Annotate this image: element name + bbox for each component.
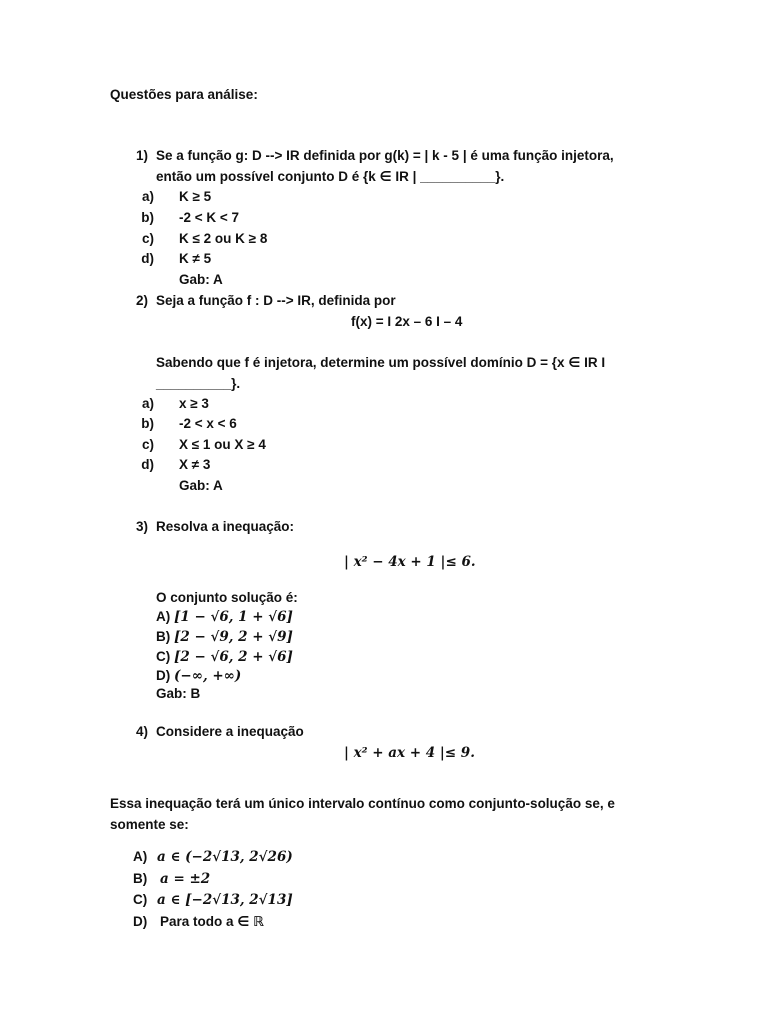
option-letter: b) <box>141 416 154 431</box>
option-text: X ≠ 3 <box>179 457 211 472</box>
option-text: (−∞, +∞) <box>174 668 242 684</box>
question-number: 3) <box>135 519 148 534</box>
formula: f(x) = I 2x – 6 I – 4 <box>351 314 463 329</box>
option-text: a = ±2 <box>160 871 211 887</box>
option-letter: a) <box>141 396 154 411</box>
option-letter: D) <box>133 914 148 929</box>
question-text: Se a função g: D --> IR definida por g(k) = | k - 5 | é uma função injetora, <box>156 148 614 163</box>
option-letter: c) <box>141 437 154 452</box>
option <box>156 668 241 684</box>
option-letter: c) <box>141 231 154 246</box>
option-letter: B) <box>133 871 148 886</box>
question-text: Seja a função f : D --> IR, definida por <box>156 293 396 308</box>
question-text: Sabendo que f é injetora, determine um possível domínio D = {x ∈ IR I <box>156 355 606 370</box>
question-text: Considere a inequação <box>156 724 304 739</box>
option-text: x ≥ 3 <box>179 396 209 411</box>
question-text: __________}. <box>156 376 241 391</box>
option-letter: C) <box>156 649 171 664</box>
option-letter: A) <box>133 849 148 864</box>
question-number: 2) <box>135 293 148 308</box>
question-text: então um possível conjunto D é {k ∈ IR | __________}. <box>156 169 505 184</box>
answer-key: Gab: A <box>179 272 223 287</box>
option-letter: B) <box>156 629 171 644</box>
option-text: -2 < K < 7 <box>179 210 240 225</box>
option-text: [1 − √6, 1 + √6] <box>174 609 293 625</box>
page-heading: Questões para análise: <box>110 87 258 102</box>
option-letter: d) <box>141 457 154 472</box>
paragraph-text: somente se: <box>110 817 189 832</box>
option-text: K ≤ 2 ou K ≥ 8 <box>179 231 268 246</box>
option-text: [2 − √6, 2 + √6] <box>174 649 293 665</box>
question-text: O conjunto solução é: <box>156 590 298 605</box>
answer-key: Gab: B <box>156 686 201 701</box>
option-text: K ≠ 5 <box>179 251 212 266</box>
option-letter: d) <box>141 251 154 266</box>
answer-key: Gab: A <box>179 478 223 493</box>
option-text: [2 − √9, 2 + √9] <box>174 629 293 645</box>
question-number: 4) <box>135 724 148 739</box>
formula: | x² − 4x + 1 |≤ 6. <box>344 554 476 570</box>
option <box>156 629 293 645</box>
option-letter: D) <box>156 668 171 683</box>
question-text: Resolva a inequação: <box>156 519 295 534</box>
option-letter: A) <box>156 609 171 624</box>
question-number: 1) <box>135 148 148 163</box>
option-text: Para todo a ∈ ℝ <box>160 914 264 929</box>
paragraph-text: Essa inequação terá um único intervalo contínuo como conjunto-solução se, e <box>110 796 615 811</box>
option-letter: a) <box>141 189 154 204</box>
formula: | x² + ax + 4 |≤ 9. <box>344 745 475 761</box>
option-text: a ∈ (−2√13, 2√26) <box>157 849 293 865</box>
option-letter: C) <box>133 892 148 907</box>
option <box>156 649 293 665</box>
option-letter: b) <box>141 210 154 225</box>
option <box>156 609 293 625</box>
option-text: X ≤ 1 ou X ≥ 4 <box>179 437 266 452</box>
option-text: a ∈ [−2√13, 2√13] <box>157 892 293 908</box>
option-text: K ≥ 5 <box>179 189 212 204</box>
option-text: -2 < x < 6 <box>179 416 237 431</box>
